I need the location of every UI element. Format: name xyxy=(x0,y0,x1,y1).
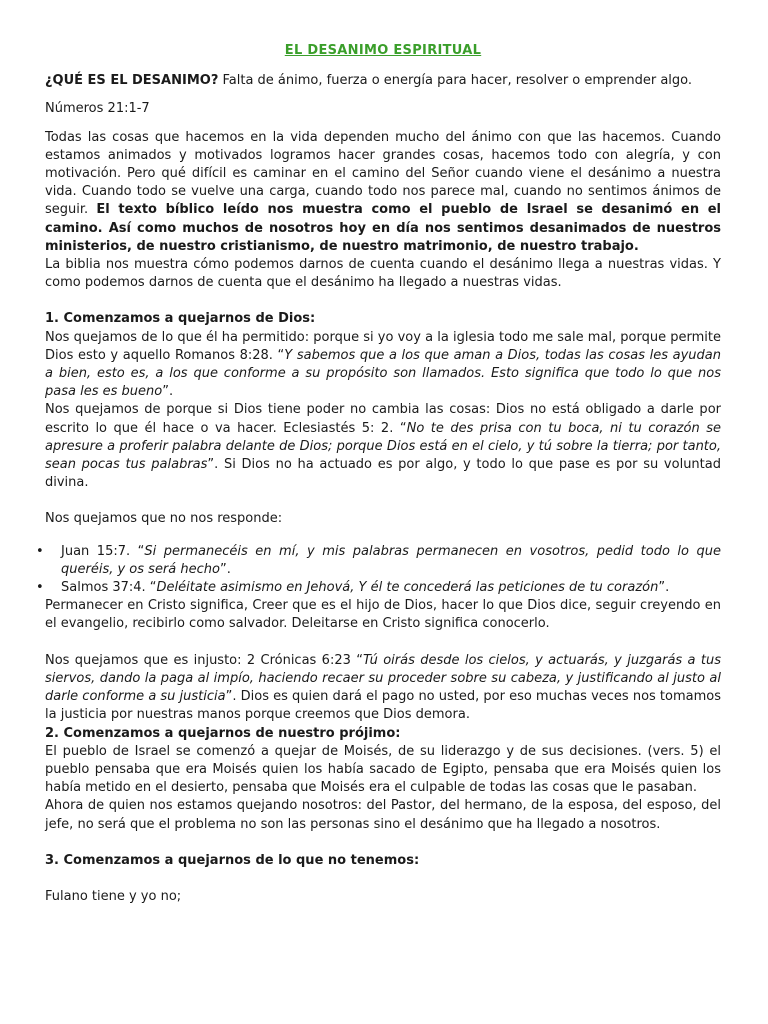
scripture-list xyxy=(45,543,721,598)
section-2-heading: 2. Comenzamos a quejarnos de nuestro prójimo: xyxy=(45,725,401,741)
list-item xyxy=(45,579,721,597)
section-1-paragraph-4: Permanecer en Cristo significa, Creer que es el hijo de Dios, hacer lo que Dios dice, seguir creyendo en el evangelio, recibirlo como salvador. Deleitarse en Cristo significa conocerlo. xyxy=(45,598,721,632)
section-3-paragraph-1: Fulano tiene y yo no; xyxy=(45,888,182,904)
intro-definition: Falta de ánimo, fuerza o energía para hacer, resolver o emprender algo. xyxy=(218,73,693,89)
bullet-1-ref: Juan 15:7. “ xyxy=(61,543,145,559)
section-1-p5-quote: Tú oirás desde los cielos, y actuarás, y juzgarás a tus siervos, dando la paga al impío, haciendo recaer su proceder sobre su cabeza, y justificando al justo al darle conforme a su justicia xyxy=(45,652,721,705)
bullet-2-end: ”. xyxy=(658,580,670,596)
page-title: EL DESANIMO ESPIRITUAL xyxy=(284,43,482,58)
section-1-p5-text: Nos quejamos que es injusto: 2 Crónicas 6:23 “ xyxy=(45,652,363,668)
section-1-heading: 1. Comenzamos a quejarnos de Dios: xyxy=(45,311,316,327)
paragraph-1-end: La biblia nos muestra cómo podemos darnos de cuenta cuando el desánimo llega a nuestras vidas. Y como podemos darnos de cuenta que el desánimo ha llegado a nuestras vidas. xyxy=(45,257,721,291)
bullet-2-quote: Deléitate asimismo en Jehová, Y él te concederá las peticiones de tu corazón xyxy=(156,580,659,596)
section-1-p2-text: Nos quejamos de porque si Dios tiene poder no cambia las cosas: Dios no está obligado a darle por escrito lo que él hace o va hacer. Eclesiastés 5: 2. “ xyxy=(45,402,721,436)
bible-reference: Números 21:1-7 xyxy=(45,101,150,117)
section-3-heading: 3. Comenzamos a quejarnos de lo que no tenemos: xyxy=(45,852,420,868)
section-1-p5-end: ”. Dios es quien dará el pago no usted, por eso muchas veces nos tomamos la justicia por nuestras manos porque creemos que Dios demora. xyxy=(45,689,722,723)
bullet-2-ref: Salmos 37:4. “ xyxy=(61,580,157,596)
section-2-paragraph-1: El pueblo de Israel se comenzó a quejar de Moisés, de su liderazgo y de sus decisiones. (vers. 5) el pueblo pensaba que era Moisés quien los había sacado de Egipto, pensaba que era Moisés quien los había metido en el desierto, pensaba que Moisés era el culpable de todas las cosas que le pasaban. xyxy=(45,743,721,796)
paragraph-1-text: Todas las cosas que hacemos en la vida dependen mucho del ánimo con que las hacemos. Cuando estamos animados y motivados logramos hacer grandes cosas, hacemos todo con alegría, y con motivación. Pero qué difícil es caminar en el camino del Señor cuando viene el desánimo a nuestra vida. Cuando todo se vuelve una carga, cuando todo nos parece mal, cuando no sentimos ánimos de seguir. xyxy=(45,129,721,218)
intro-paragraph xyxy=(45,72,721,90)
section-1-p2-end: ”. Si Dios no ha actuado es por algo, y todo lo que pase es por su voluntad divina. xyxy=(45,457,721,491)
section-1-paragraph-3: Nos quejamos que no nos responde: xyxy=(45,511,283,527)
section-2-paragraph-2: Ahora de quien nos estamos quejando nosotros: del Pastor, del hermano, de la esposa, del esposo, del jefe, no será que el problema no son las personas sino el desánimo que ha llegado a nosotros. xyxy=(45,798,721,832)
section-1-p1-end: ”. xyxy=(162,384,174,400)
bullet-1-end: ”. xyxy=(219,561,231,577)
bullet-1-quote: Si permanecéis en mí, y mis palabras permanecen en vosotros, pedid todo lo que queréis, y os será hecho xyxy=(61,543,721,577)
paragraph-1 xyxy=(45,129,721,256)
section-1-paragraph-5 xyxy=(45,652,721,725)
section-1-p1-text: Nos quejamos de lo que él ha permitido: porque si yo voy a la iglesia todo me sale mal, porque permite Dios esto y aquello Romanos 8:28. “ xyxy=(45,329,721,363)
list-item xyxy=(45,543,721,579)
intro-question: ¿QUÉ ES EL DESANIMO? xyxy=(45,73,219,89)
paragraph-1-bold: El texto bíblico leído nos muestra como el pueblo de Israel se desanimó en el camino. Así como muchos de nosotros hoy en día nos sentimos desanimados de nuestros ministerios, de nuestro cristianismo, de nuestro matrimonio, de nuestro trabajo. xyxy=(45,202,721,254)
section-1-p1-quote: Y sabemos que a los que aman a Dios, todas las cosas les ayudan a bien, esto es, a los que conforme a su propósito son llamados. Esto significa que todo lo que nos pasa les es bueno xyxy=(45,347,721,400)
section-1-p2-quote: No te des prisa con tu boca, ni tu corazón se apresure a proferir palabra delante de Dios; porque Dios está en el cielo, y tú sobre la tierra; por tanto, sean pocas tus palabras xyxy=(45,420,721,473)
section-1-paragraph-1 xyxy=(45,329,721,402)
section-1-paragraph-2 xyxy=(45,401,721,492)
